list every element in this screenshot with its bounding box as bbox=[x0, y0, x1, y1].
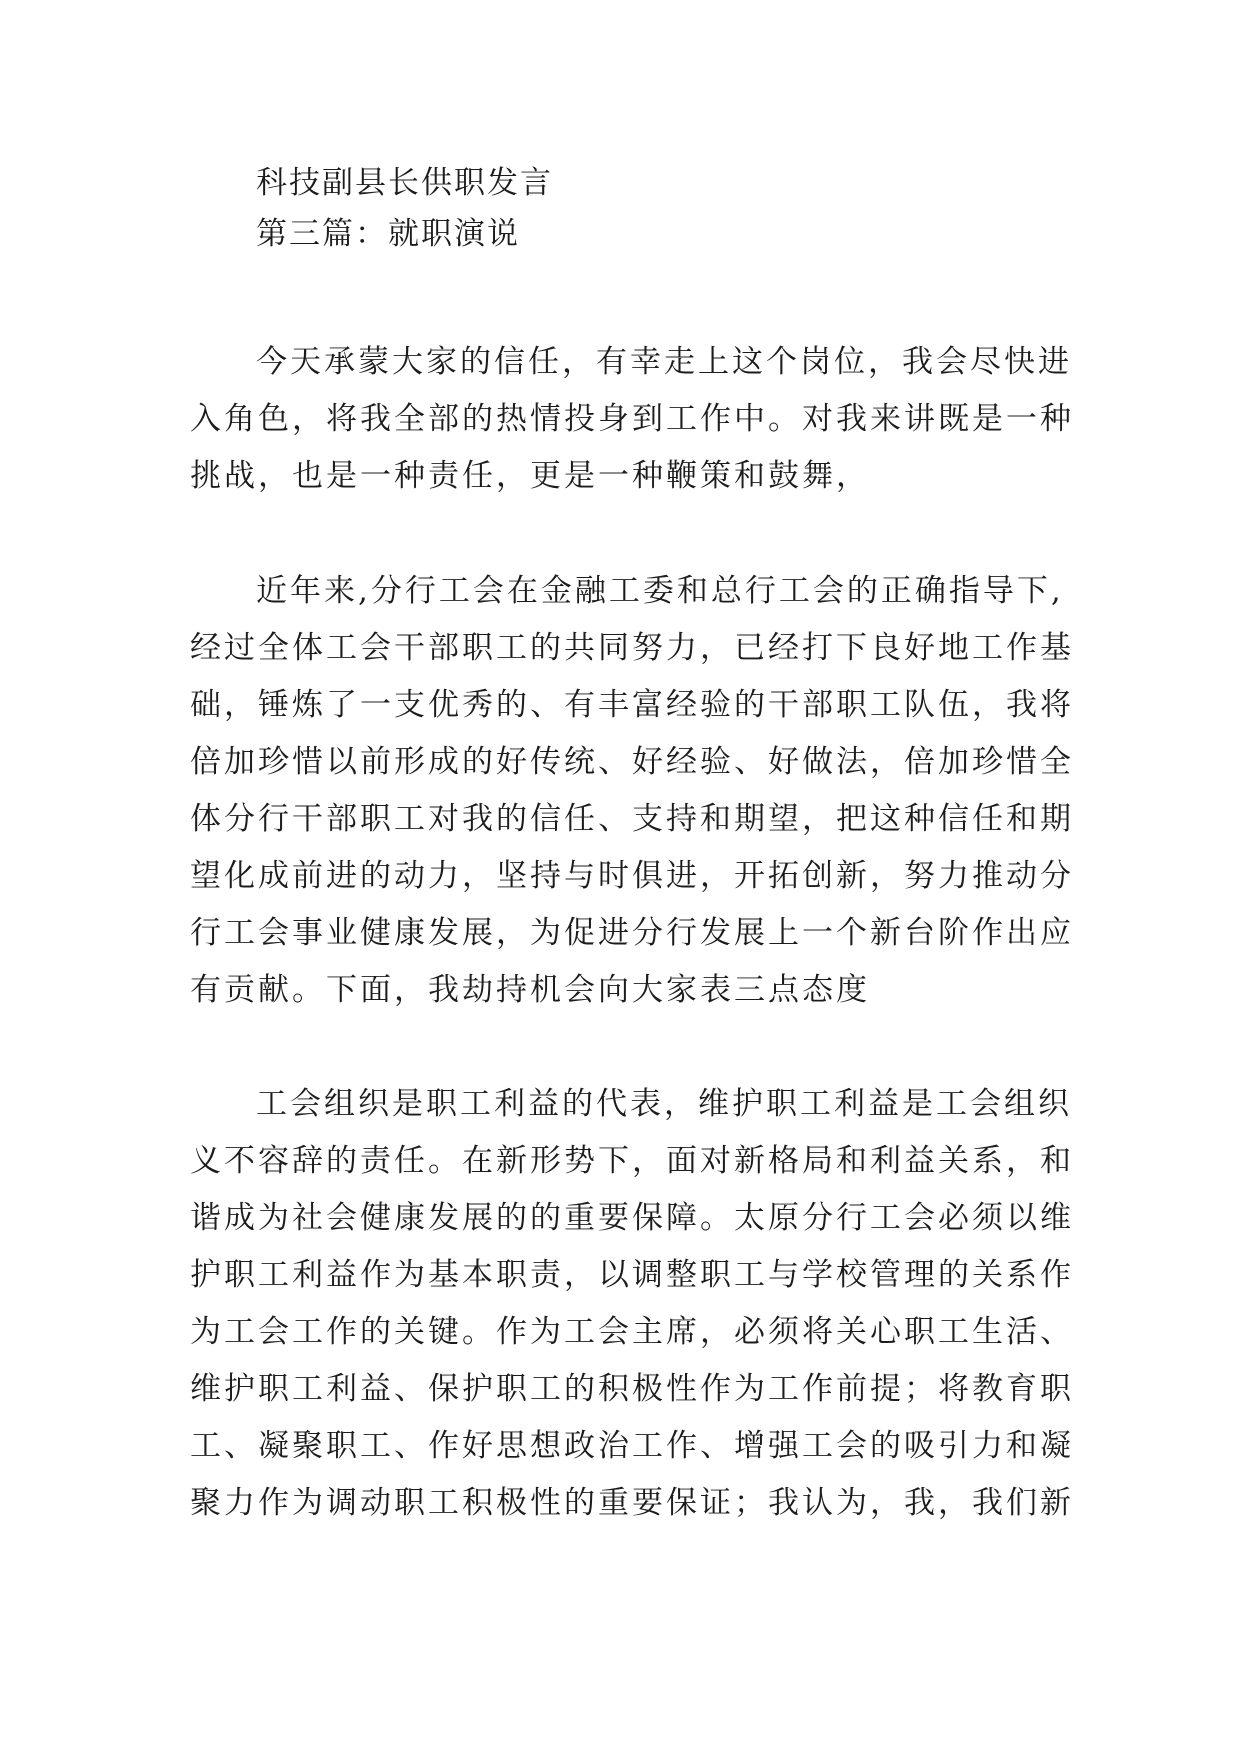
paragraph-line: 体分行干部职工对我的信任、支持和期望，把这种信任和期 bbox=[190, 801, 1074, 837]
paragraph-2 bbox=[190, 563, 1074, 1019]
title-block bbox=[256, 158, 553, 260]
paragraph-line: 为工会工作的关键。作为工会主席，必须将关心职工生活、 bbox=[190, 1314, 1074, 1350]
paragraph-line: 行工会事业健康发展，为促进分行发展上一个新台阶作出应 bbox=[190, 915, 1074, 951]
paragraph-line: 护职工利益作为基本职责，以调整职工与学校管理的关系作 bbox=[190, 1257, 1074, 1293]
paragraph-line: 经过全体工会干部职工的共同努力，已经打下良好地工作基 bbox=[190, 630, 1074, 666]
paragraph-line: 望化成前进的动力，坚持与时俱进，开拓创新，努力推动分 bbox=[190, 858, 1074, 894]
paragraph-line: 入角色，将我全部的热情投身到工作中。对我来讲既是一种 bbox=[190, 401, 1074, 437]
document-title: 科技副县长供职发言 bbox=[256, 165, 553, 201]
paragraph-line: 挑战，也是一种责任，更是一种鞭策和鼓舞， bbox=[190, 458, 870, 494]
paragraph-line: 倍加珍惜以前形成的好传统、好经验、好做法，倍加珍惜全 bbox=[190, 744, 1074, 780]
paragraph-line: 近年来,分行工会在金融工委和总行工会的正确指导下, bbox=[256, 573, 1064, 609]
paragraph-line: 工、凝聚职工、作好思想政治工作、增强工会的吸引力和凝 bbox=[190, 1428, 1074, 1464]
paragraph-line: 聚力作为调动职工积极性的重要保证；我认为，我，我们新 bbox=[190, 1485, 1074, 1521]
paragraph-line: 础，锤炼了一支优秀的、有丰富经验的干部职工队伍，我将 bbox=[190, 687, 1074, 723]
paragraph-line: 维护职工利益、保护职工的积极性作为工作前提；将教育职 bbox=[190, 1371, 1074, 1407]
paragraph-line: 谐成为社会健康发展的的重要保障。太原分行工会必须以维 bbox=[190, 1200, 1074, 1236]
paragraph-1 bbox=[190, 334, 1074, 505]
paragraph-line: 工会组织是职工利益的代表，维护职工利益是工会组织 bbox=[256, 1086, 1072, 1122]
paragraph-line: 义不容辞的责任。在新形势下，面对新格局和利益关系，和 bbox=[190, 1143, 1074, 1179]
paragraph-3 bbox=[190, 1076, 1074, 1532]
paragraph-line: 有贡献。下面，我劫持机会向大家表三点态度 bbox=[190, 972, 870, 1008]
document-subtitle: 第三篇：就职演说 bbox=[256, 216, 520, 252]
paragraph-line: 今天承蒙大家的信任，有幸走上这个岗位，我会尽快进 bbox=[256, 344, 1072, 380]
